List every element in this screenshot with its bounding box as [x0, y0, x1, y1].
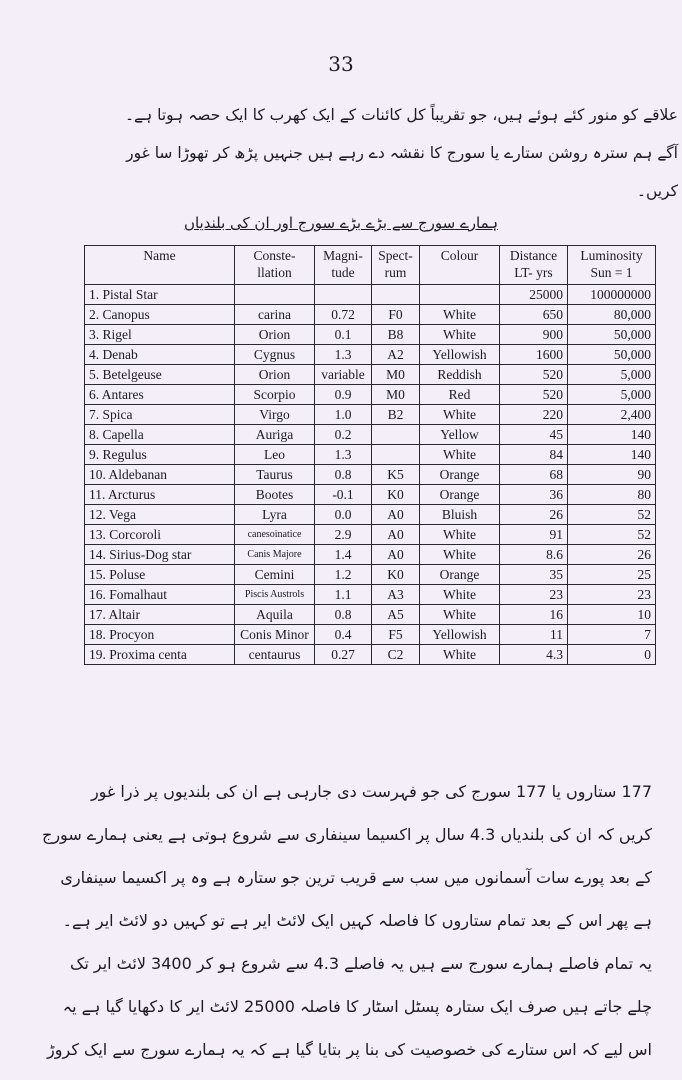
cell-luminosity: 2,400 [568, 405, 656, 425]
cell-constellation: Virgo [235, 405, 315, 425]
cell-colour: White [420, 445, 500, 465]
cell-luminosity: 80 [568, 485, 656, 505]
intro-line: آگے ہم سترہ روشن ستارے یا سورج کا نقشہ دے رہے ہیں جنہیں پڑھ کر تھوڑا سا غور [126, 144, 678, 162]
cell-distance: 650 [500, 305, 568, 325]
cell-distance: 91 [500, 525, 568, 545]
cell-name: 10. Aldebanan [85, 465, 235, 485]
cell-magnitude: 0.8 [315, 465, 372, 485]
cell-spectrum: A5 [372, 605, 420, 625]
cell-name: 12. Vega [85, 505, 235, 525]
cell-magnitude: 1.4 [315, 545, 372, 565]
cell-luminosity: 50,000 [568, 345, 656, 365]
body-line: کے بعد پورے سات آسمانوں میں سب سے قریب ترین جو ستارہ ہے وہ پر اکسیما سینفاری [60, 868, 652, 887]
cell-luminosity: 7 [568, 625, 656, 645]
intro-paragraph [86, 96, 678, 210]
page-number: 33 [328, 52, 354, 76]
cell-distance: 45 [500, 425, 568, 445]
cell-constellation: Cemini [235, 565, 315, 585]
table-row [85, 565, 656, 585]
cell-name: 5. Betelgeuse [85, 365, 235, 385]
cell-colour: Bluish [420, 505, 500, 525]
cell-colour: White [420, 645, 500, 665]
cell-spectrum: A3 [372, 585, 420, 605]
cell-magnitude: variable [315, 365, 372, 385]
cell-luminosity: 140 [568, 425, 656, 445]
cell-colour: Yellowish [420, 345, 500, 365]
cell-constellation: canesoinatice [235, 525, 315, 545]
cell-colour: White [420, 305, 500, 325]
cell-spectrum [372, 445, 420, 465]
cell-name: 14. Sirius-Dog star [85, 545, 235, 565]
cell-name: 15. Poluse [85, 565, 235, 585]
cell-spectrum: B2 [372, 405, 420, 425]
table-header-row [85, 246, 656, 285]
cell-distance: 35 [500, 565, 568, 585]
cell-colour: White [420, 585, 500, 605]
cell-magnitude: 1.1 [315, 585, 372, 605]
table-row [85, 345, 656, 365]
table-row [85, 625, 656, 645]
cell-name: 2. Canopus [85, 305, 235, 325]
cell-name: 4. Denab [85, 345, 235, 365]
cell-luminosity: 5,000 [568, 385, 656, 405]
cell-luminosity: 90 [568, 465, 656, 485]
table-row [85, 465, 656, 485]
cell-luminosity: 0 [568, 645, 656, 665]
cell-spectrum: M0 [372, 385, 420, 405]
cell-magnitude: 0.27 [315, 645, 372, 665]
table-row [85, 585, 656, 605]
body-line: 177 ستاروں یا 177 سورج کی جو فہرست دی جارہی ہے ان کی بلندیوں پر ذرا غور [90, 782, 652, 801]
cell-colour: Orange [420, 485, 500, 505]
body-line: ہے پھر اس کے بعد تمام ستاروں کا فاصلہ کہیں ایک لائٹ ایر ہے تو کہیں دو لائٹ ایر ہے۔ [62, 911, 652, 930]
cell-spectrum: K0 [372, 485, 420, 505]
cell-constellation: Piscis Austrols [235, 585, 315, 605]
table-row [85, 645, 656, 665]
cell-magnitude: 1.3 [315, 345, 372, 365]
cell-distance: 25000 [500, 285, 568, 305]
table-row [85, 545, 656, 565]
intro-line: کریں۔ [636, 182, 678, 200]
cell-luminosity: 10 [568, 605, 656, 625]
cell-luminosity: 5,000 [568, 365, 656, 385]
cell-magnitude: 2.9 [315, 525, 372, 545]
cell-spectrum [372, 285, 420, 305]
cell-colour: White [420, 325, 500, 345]
cell-name: 1. Pistal Star [85, 285, 235, 305]
cell-name: 11. Arcturus [85, 485, 235, 505]
cell-magnitude: 1.2 [315, 565, 372, 585]
cell-spectrum: F5 [372, 625, 420, 645]
cell-distance: 84 [500, 445, 568, 465]
cell-colour: Orange [420, 465, 500, 485]
body-line: اس لیے کہ اس ستارے کی خصوصیت کی بنا پر بتایا گیا ہے کہ یہ ہمارے سورج سے ایک کروڑ [47, 1040, 652, 1059]
cell-constellation: Orion [235, 365, 315, 385]
cell-distance: 23 [500, 585, 568, 605]
cell-luminosity: 52 [568, 525, 656, 545]
cell-name: 7. Spica [85, 405, 235, 425]
cell-name: 16. Fomalhaut [85, 585, 235, 605]
table-row [85, 385, 656, 405]
cell-colour: Orange [420, 565, 500, 585]
header-spectrum: Spect- rum [372, 246, 420, 285]
cell-constellation: Leo [235, 445, 315, 465]
cell-constellation: carina [235, 305, 315, 325]
cell-colour: White [420, 545, 500, 565]
cell-luminosity: 52 [568, 505, 656, 525]
cell-distance: 4.3 [500, 645, 568, 665]
table-row [85, 305, 656, 325]
cell-magnitude: 1.3 [315, 445, 372, 465]
cell-constellation: Lyra [235, 505, 315, 525]
cell-distance: 220 [500, 405, 568, 425]
cell-distance: 26 [500, 505, 568, 525]
cell-spectrum: M0 [372, 365, 420, 385]
cell-colour: Red [420, 385, 500, 405]
cell-spectrum: K5 [372, 465, 420, 485]
header-magnitude: Magni- tude [315, 246, 372, 285]
cell-magnitude: 0.0 [315, 505, 372, 525]
cell-magnitude: 1.0 [315, 405, 372, 425]
cell-constellation: Scorpio [235, 385, 315, 405]
body-line: کریں کہ ان کی بلندیاں 4.3 سال پر اکسیما سینفاری سے شروع ہوتی ہے یعنی ہمارے سورج [42, 825, 652, 844]
cell-name: 6. Antares [85, 385, 235, 405]
table-row [85, 405, 656, 425]
cell-luminosity: 140 [568, 445, 656, 465]
cell-luminosity: 25 [568, 565, 656, 585]
cell-magnitude: 0.72 [315, 305, 372, 325]
cell-colour: White [420, 605, 500, 625]
body-paragraph [42, 770, 652, 1071]
table-row [85, 365, 656, 385]
table-row [85, 285, 656, 305]
cell-magnitude: 0.1 [315, 325, 372, 345]
cell-name: 13. Corcoroli [85, 525, 235, 545]
cell-constellation: Canis Majore [235, 545, 315, 565]
cell-magnitude: -0.1 [315, 485, 372, 505]
cell-colour [420, 285, 500, 305]
cell-constellation [235, 285, 315, 305]
cell-distance: 1600 [500, 345, 568, 365]
cell-spectrum: C2 [372, 645, 420, 665]
table-row [85, 605, 656, 625]
table-row [85, 505, 656, 525]
cell-constellation: Taurus [235, 465, 315, 485]
cell-constellation: Aquila [235, 605, 315, 625]
cell-magnitude: 0.2 [315, 425, 372, 445]
cell-constellation: Orion [235, 325, 315, 345]
table-body [85, 285, 656, 665]
cell-name: 19. Proxima centa [85, 645, 235, 665]
cell-name: 18. Procyon [85, 625, 235, 645]
cell-colour: White [420, 405, 500, 425]
cell-name: 17. Altair [85, 605, 235, 625]
table-row [85, 485, 656, 505]
table-row [85, 525, 656, 545]
cell-colour: White [420, 525, 500, 545]
cell-distance: 16 [500, 605, 568, 625]
cell-colour: Reddish [420, 365, 500, 385]
cell-constellation: Conis Minor [235, 625, 315, 645]
cell-spectrum: B8 [372, 325, 420, 345]
cell-spectrum: K0 [372, 565, 420, 585]
table-caption: ہمارے سورج سے بڑے بڑے سورج اور ان کی بلندیاں [183, 214, 499, 232]
cell-distance: 11 [500, 625, 568, 645]
body-line: چلے جاتے ہیں صرف ایک ستارہ پسٹل اسٹار کا فاصلہ 25000 لائٹ ایر کا دکھایا گیا ہے یہ [62, 997, 652, 1016]
cell-constellation: Bootes [235, 485, 315, 505]
header-luminosity: Luminosity Sun = 1 [568, 246, 656, 285]
cell-spectrum: A0 [372, 525, 420, 545]
cell-luminosity: 50,000 [568, 325, 656, 345]
cell-magnitude: 0.9 [315, 385, 372, 405]
cell-name: 3. Rigel [85, 325, 235, 345]
cell-distance: 520 [500, 385, 568, 405]
header-name: Name [85, 246, 235, 285]
cell-distance: 36 [500, 485, 568, 505]
cell-name: 8. Capella [85, 425, 235, 445]
cell-luminosity: 26 [568, 545, 656, 565]
cell-distance: 8.6 [500, 545, 568, 565]
cell-magnitude [315, 285, 372, 305]
cell-magnitude: 0.8 [315, 605, 372, 625]
cell-constellation: Cygnus [235, 345, 315, 365]
table-row [85, 425, 656, 445]
cell-spectrum: A0 [372, 505, 420, 525]
header-colour: Colour [420, 246, 500, 285]
header-constellation: Conste- llation [235, 246, 315, 285]
stars-table [84, 245, 656, 665]
cell-distance: 520 [500, 365, 568, 385]
intro-line: علاقے کو منور کئے ہوئے ہیں، جو تقریباً کل کائنات کے ایک کھرب کا ایک حصہ ہوتا ہے۔ [124, 106, 678, 124]
table-row [85, 325, 656, 345]
cell-constellation: Auriga [235, 425, 315, 445]
cell-name: 9. Regulus [85, 445, 235, 465]
cell-spectrum: A2 [372, 345, 420, 365]
cell-distance: 900 [500, 325, 568, 345]
cell-spectrum: F0 [372, 305, 420, 325]
cell-colour: Yellowish [420, 625, 500, 645]
header-distance: Distance LT- yrs [500, 246, 568, 285]
cell-magnitude: 0.4 [315, 625, 372, 645]
body-line: یہ تمام فاصلے ہمارے سورج سے ہیں یہ فاصلے 4.3 سے شروع ہو کر 3400 لائٹ ایر تک [70, 954, 652, 973]
cell-luminosity: 80,000 [568, 305, 656, 325]
cell-distance: 68 [500, 465, 568, 485]
table-row [85, 445, 656, 465]
cell-luminosity: 23 [568, 585, 656, 605]
cell-luminosity: 100000000 [568, 285, 656, 305]
cell-spectrum [372, 425, 420, 445]
cell-spectrum: A0 [372, 545, 420, 565]
cell-colour: Yellow [420, 425, 500, 445]
cell-constellation: centaurus [235, 645, 315, 665]
